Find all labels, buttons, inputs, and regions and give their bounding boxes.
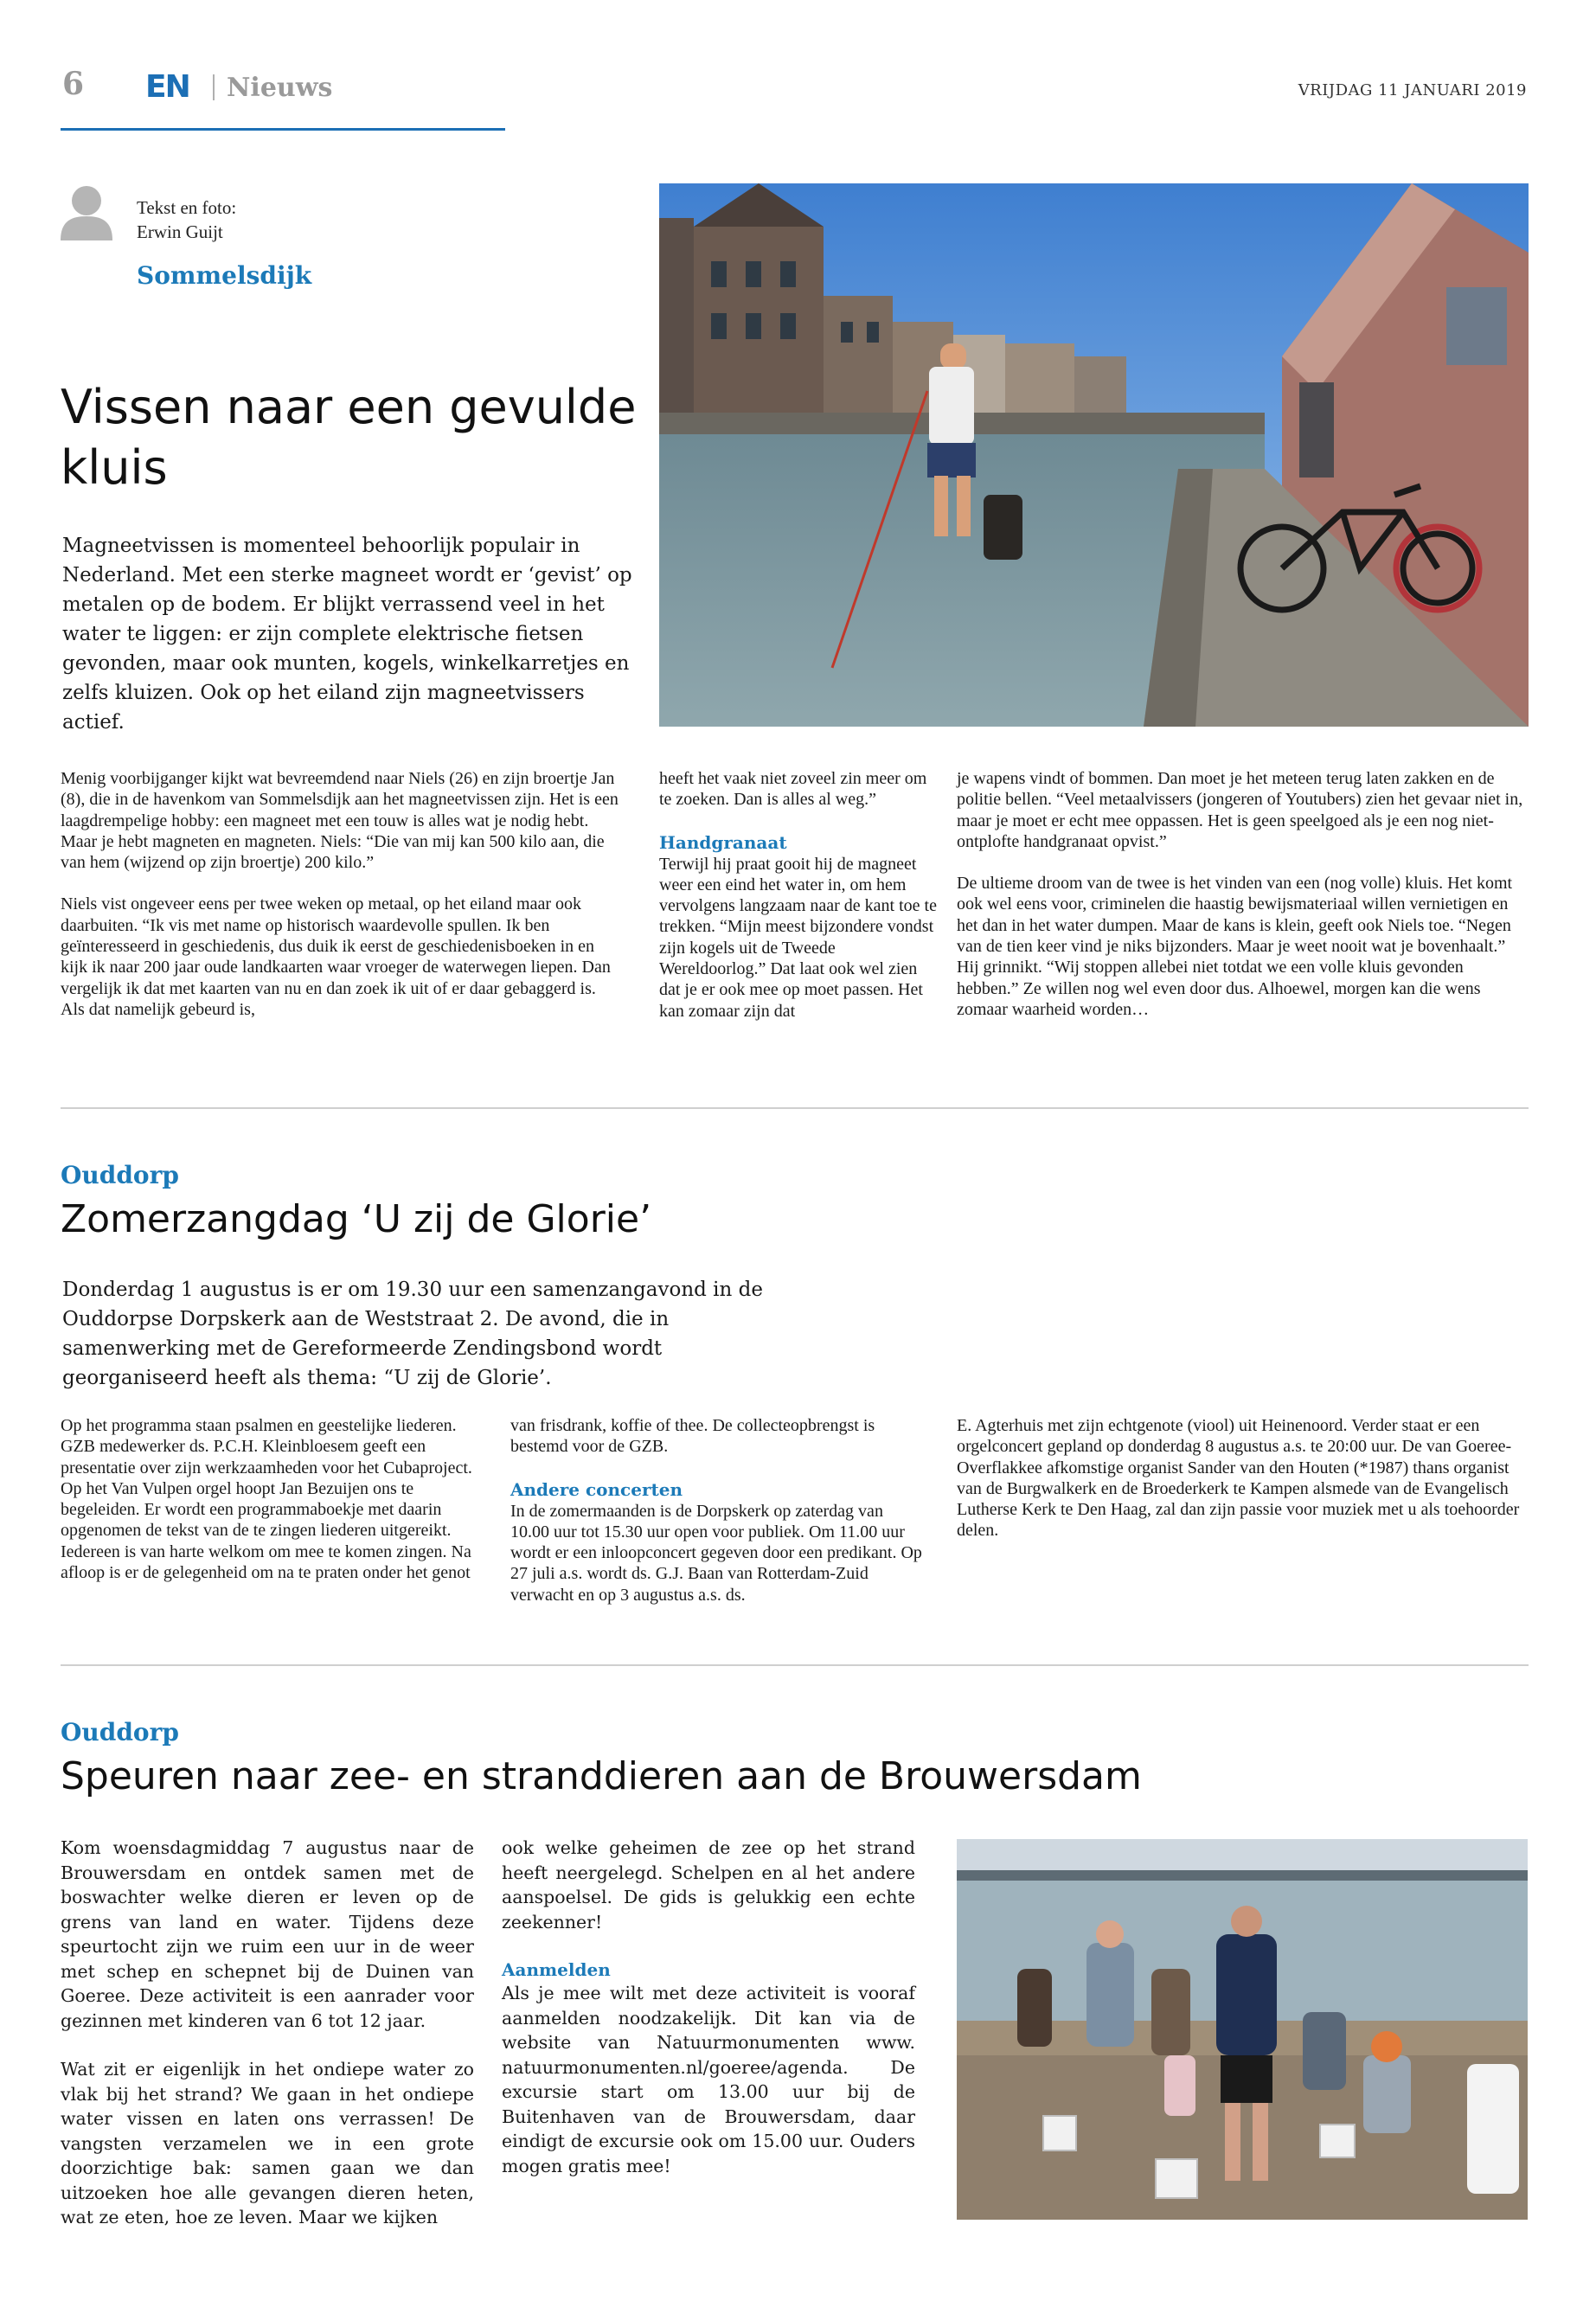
article-lead: Magneetvissen is momenteel behoorlijk populair in Nederland. Met een sterke magneet wordt er ‘gevist’ op metalen op de bodem. Er blijkt verrassend veel in het water te liggen: er zijn complete elektrische fietsen gevonden, maar ook munten, kogels, winkelkarretjes en zelfs kluizen. Ook op het eiland zijn magneetvissers actief.: [62, 535, 632, 734]
paragraph: Menig voorbijganger kijkt wat bevreemdend naar Niels (26) en zijn broertje Jan (8), die in de havenkom van Sommelsdijk aan het magneetvissen zijn. Het is een laagdrempelige hobby: een magneet met een touw is alles wat je nodig hebt. Maar je hebt magneten en magneten. Niels: “Die van mij kan 500 kilo aan, die van hem (wijzend op zijn broertje) 200 kilo.”: [61, 769, 619, 873]
paragraph: Wat zit er eigenlijk in het ondiepe water zo vlak bij het strand? We gaan in het ondiepe water vissen en laten ons verrassen! De vangsten verzamelen we in een grote doorzichtige bak: samen gaan we dan uitzoeken hoe alle gevangen dieren heten, wat ze eten, hoe ze leven. Maar we kijken: [61, 2059, 474, 2227]
article-column-1: [61, 1836, 474, 2254]
paragraph: heeft het vaak niet zoveel zin meer om te zoeken. Dan is alles al weg.”: [659, 769, 927, 810]
section-name: Nieuws: [227, 73, 333, 103]
author-credit: [137, 195, 236, 244]
subheading: Aanmelden: [502, 1959, 611, 1980]
paragraph: In de zomermaanden is de Dorpskerk op zaterdag van 10.00 uur tot 15.30 uur open voor publiek. Om 11.00 uur wordt er een inloopconcert gegeven door een predikant. Op 27 juli a.s. wordt ds. G.J. Baan van Rotterdam-Zuid verwacht en op 3 augustus a.s. ds.: [510, 1501, 922, 1605]
article-column-2: [659, 768, 938, 1042]
article-column-2: [510, 1415, 926, 1626]
article-column-3: [957, 768, 1529, 1041]
photo-illustration: [659, 183, 1529, 727]
article-headline: Speuren naar zee- en stranddieren aan de Brouwersdam: [61, 1754, 1142, 1798]
paragraph: Terwijl hij praat gooit hij de magneet weer een eind het water in, om hem vervolgens langzaam naar de kant toe te trekken. “Mijn meest bijzondere vondst zijn kogels uit de Tweede Wereldoorlog.” Dat laat ook wel zien dat je er ook mee op moet passen. Het kan zomaar zijn dat: [659, 854, 937, 1021]
credit-label: Tekst en foto:: [137, 197, 237, 218]
article-column-1: [61, 1415, 476, 1604]
article-column-3: [957, 1415, 1528, 1562]
photo-illustration: [957, 1839, 1528, 2220]
paragraph: je wapens vindt of bommen. Dan moet je het meteen terug laten zakken en de politie bellen. “Veel metaalvissers (jongeren of Youtubers) zien het gevaar niet in, maar je moet er echt mee oppassen. Het is geen speelgoed als je een nog niet-ontplofte handgranaat opvist.”: [957, 769, 1523, 851]
credit-author: Erwin Guijt: [137, 221, 223, 242]
person-silhouette-icon: [61, 183, 112, 240]
paragraph: ook welke geheimen de zee op het strand heeft neergelegd. Schelpen en al het andere aanspoelsel. De gids is gelukkig een echte zeekenner!: [502, 1837, 915, 1932]
paragraph: Als je mee wilt met deze activiteit is vooraf aanmelden noodzakelijk. Dit kan via de website van Natuurmonumenten www. natuurmonumenten.nl/goeree/agenda. De excursie start om 13.00 uur bij de Buitenhaven van de Brouwersdam, daar eindigt de excursie ook om 15.00 uur. Ouders mogen gratis mee!: [502, 1983, 915, 2176]
paragraph: Niels vist ongeveer eens per twee weken op metaal, op het eiland maar ook daarbuiten. “Ik vis met name op historisch waardevolle spullen. Ik ben geïnteresseerd in geschiedenis, dus duik ik eerst de geschiedenisboeken in en kijk ik naar 200 jaar oude landkaarten waar vroeger de waterwegen liepen. Dan vergelijk ik dat met kaarten van nu en dan zoek ik uit of er daar gebaggerd is. Als dat namelijk gebeurd is,: [61, 894, 611, 1019]
page-number: 6: [62, 66, 85, 102]
article-headline: Vissen naar een gevulde kluis: [61, 380, 637, 495]
paragraph: van frisdrank, koffie of thee. De collecteopbrengst is bestemd voor de GZB.: [510, 1416, 875, 1457]
paragraph: Kom woensdagmiddag 7 augustus naar de Brouwersdam en ontdek samen met de boswachter welke dieren er leven op de grens van land en water. Tijdens deze speurtocht zijn we ruim een uur in de weer met schep en schepnet bij de Duinen van Goeree. Deze activiteit is een aanrader voor gezinnen met kinderen van 6 tot 12 jaar.: [61, 1837, 474, 2031]
logo-divider: [213, 74, 215, 100]
section-divider: [61, 1107, 1529, 1109]
article-kicker: Ouddorp: [61, 1718, 179, 1747]
photo-magnet-fishing: [659, 183, 1529, 727]
header-rule: [61, 128, 505, 131]
paragraph: E. Agterhuis met zijn echtgenote (viool) uit Heinenoord. Verder staat er een orgelconcert gepland op donderdag 8 augustus a.s. te 20:00 uur. De van Goeree-Overflakkee afkomstige organist Sander van den Houten (*1987) thans organist van de Burgwalkerk en de Broederkerk te Kampen alsmede van de Evangelisch Lutherse Kerk te Den Haag, zal dan zijn passie voor muziek met u als toehoorder delen.: [957, 1416, 1520, 1541]
subheading: Andere concerten: [510, 1478, 683, 1500]
issue-date: VRIJDAG 11 JANUARI 2019: [1298, 81, 1527, 99]
article-kicker: Ouddorp: [61, 1161, 179, 1189]
section-divider: [61, 1664, 1529, 1666]
article-headline: Zomerzangdag ‘U zij de Glorie’: [61, 1197, 652, 1241]
article-column-2: [502, 1836, 915, 2202]
article-kicker: Sommelsdijk: [137, 261, 312, 290]
article-lead: Donderdag 1 augustus is er om 19.30 uur een samenzangavond in de Ouddorpse Dorpskerk aan de Weststraat 2. De avond, die in samenwerking met de Gereformeerde Zendingsbond wordt georganiseerd heeft als thema: “U zij de Glorie’.: [62, 1279, 763, 1389]
paragraph: Op het programma staan psalmen en geestelijke liederen. GZB medewerker ds. P.C.H. Kleinbloesem geeft een presentatie over zijn werkzaamheden voor het Cubaproject. Op het Van Vulpen orgel hoopt Jan Bezuijen ons te begeleiden. Er wordt een programmaboekje met daarin opgenomen de tekst van de te zingen liederen uitgereikt. Iedereen is van harte welkom om mee te komen zingen. Na afloop is er de gelegenheid om na te praten onder het genot: [61, 1416, 472, 1583]
paragraph: De ultieme droom van de twee is het vinden van een (nog volle) kluis. Het komt ook wel eens voor, criminelen die haastig bewijsmateriaal willen vernietigen en het dan in het water dumpen. Maar de kans is klein, geeft ook Niels toe. “Negen van de tien keer vind je niks bijzonders. Maar je weet nooit wat je bovenhaalt.” Hij grinnikt. “Wij stoppen allebei niet totdat we een volle kluis gevonden hebben.” Ze willen nog wel even door dus. Alhoewel, morgen kan die wens zomaar waarheid worden…: [957, 874, 1513, 1019]
photo-beach-excursion: [957, 1839, 1528, 2220]
article-column-1: [61, 768, 623, 1041]
newspaper-logo: EN: [145, 69, 189, 105]
subheading: Handgranaat: [659, 831, 787, 853]
